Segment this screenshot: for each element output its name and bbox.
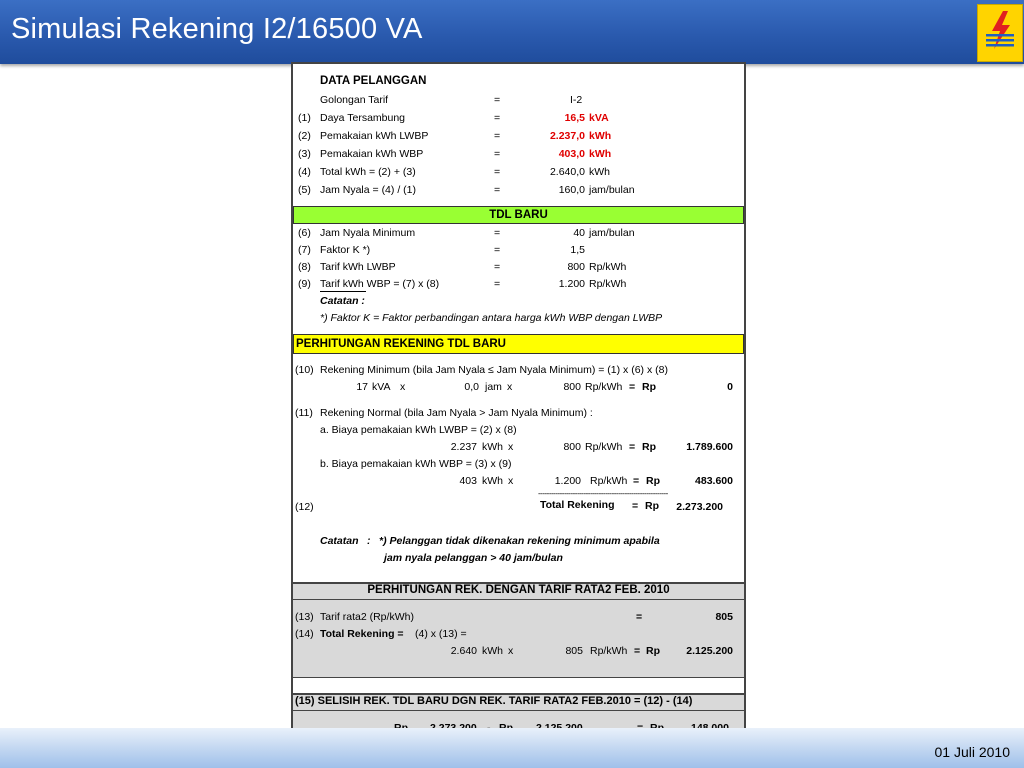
r12-rp: Rp <box>645 500 659 512</box>
row-eq: = <box>494 227 501 239</box>
row-value: 1,5 <box>570 244 585 256</box>
r11-a-qty: 2.237 <box>450 441 477 453</box>
r14-label-rest: (4) x (13) = <box>415 628 467 640</box>
r11-b-eq: = <box>633 475 640 487</box>
perhitungan-catatan-label: Catatan <box>320 535 359 547</box>
rata2-band <box>293 582 744 600</box>
row-num: (2) <box>298 130 311 142</box>
golongan-label: Golongan Tarif <box>320 94 389 106</box>
row-label: Tarif kWh WBP = (7) x (8) <box>320 278 440 290</box>
r10-c: 800 <box>563 381 581 393</box>
r11-a-rp: Rp <box>642 441 656 453</box>
row-eq: = <box>494 278 501 290</box>
row-label: Pemakaian kWh LWBP <box>320 130 429 142</box>
tdl-baru-band <box>293 206 744 224</box>
r10-x2: x <box>507 381 513 393</box>
pln-lightning-logo-icon <box>977 4 1023 62</box>
r12-num: (12) <box>295 501 314 513</box>
r11-a-label: a. Biaya pemakaian kWh LWBP = (2) x (8) <box>320 424 517 436</box>
row-num: (3) <box>298 148 311 160</box>
r11-a-result: 1.789.600 <box>686 441 733 453</box>
r11-b-unit: kWh <box>482 475 503 487</box>
r14-price: 805 <box>565 645 583 657</box>
r11-a-price: 800 <box>563 441 581 453</box>
row-value: 1.200 <box>558 278 585 290</box>
r11-a-eq: = <box>629 441 636 453</box>
r14-num: (14) <box>295 628 314 640</box>
r11-b-price-unit: Rp/kWh <box>590 475 628 487</box>
r14-label-bold: Total Rekening = <box>320 628 404 640</box>
slide-header <box>0 0 1024 64</box>
row-num: (6) <box>298 227 311 239</box>
r13-result: 805 <box>715 611 733 623</box>
r10-a: 17 <box>356 381 368 393</box>
slide-footer <box>0 728 1024 768</box>
r11-b-result: 483.600 <box>695 475 733 487</box>
r12-result: 2.273.200 <box>676 501 723 513</box>
row-unit: jam/bulan <box>589 227 635 239</box>
row-num: (4) <box>298 166 311 178</box>
perhitungan-title: PERHITUNGAN REKENING TDL BARU <box>296 338 506 350</box>
wbp-unit: kWh <box>589 148 612 160</box>
jam-nyala-value: 160,0 <box>558 184 585 196</box>
row-value: 800 <box>567 261 585 273</box>
r11-b-x: x <box>508 475 514 487</box>
row-unit: Rp/kWh <box>589 261 627 273</box>
r10-rp: Rp <box>642 381 656 393</box>
r13-label: Tarif rata2 (Rp/kWh) <box>320 611 414 623</box>
r14-x: x <box>508 645 514 657</box>
row-eq: = <box>494 261 501 273</box>
r10-result: 0 <box>727 381 733 393</box>
row-label: Pemakaian kWh WBP <box>320 148 424 160</box>
r10-x1: x <box>400 381 406 393</box>
r10-label: Rekening Minimum (bila Jam Nyala ≤ Jam Nyala Minimum) = (1) x (6) x (8) <box>320 364 668 376</box>
row-label: Daya Tersambung <box>320 112 406 124</box>
row-eq: = <box>494 130 501 142</box>
row-num: (7) <box>298 244 311 256</box>
r10-b-unit: jam <box>485 381 502 393</box>
rekening-sheet <box>291 62 746 762</box>
row-label: Faktor K *) <box>320 244 371 256</box>
row-label: Total kWh = (2) + (3) <box>320 166 416 178</box>
r13-num: (13) <box>295 611 314 623</box>
golongan-eq: = <box>494 94 501 106</box>
row-label: Jam Nyala Minimum <box>320 227 416 239</box>
row-value: 40 <box>573 227 585 239</box>
r14-unit: kWh <box>482 645 503 657</box>
row-label: Tarif kWh LWBP <box>320 261 396 273</box>
total-kwh-unit: kWh <box>589 166 610 178</box>
rata2-title: PERHITUNGAN REK. DENGAN TARIF RATA2 FEB. 2010 <box>367 584 670 596</box>
perhitungan-catatan-colon: : <box>367 535 371 547</box>
r11-a-unit: kWh <box>482 441 503 453</box>
tdl-catatan-title: Catatan : <box>320 295 365 307</box>
r11-b-price: 1.200 <box>554 475 581 487</box>
r11-a-x: x <box>508 441 514 453</box>
r10-b: 0,0 <box>464 381 479 393</box>
row-eq: = <box>494 166 501 178</box>
r10-c-unit: Rp/kWh <box>585 381 623 393</box>
r14-result: 2.125.200 <box>686 645 733 657</box>
r10-eq: = <box>629 381 636 393</box>
r10-num: (10) <box>295 364 314 376</box>
footer-date: 01 Juli 2010 <box>934 744 1010 760</box>
perhitungan-catatan-line2: jam nyala pelanggan > 40 jam/bulan <box>384 552 563 564</box>
r11-num: (11) <box>295 407 313 419</box>
total-kwh-value: 2.640,0 <box>549 166 585 178</box>
golongan-value: I-2 <box>570 94 583 106</box>
r14-rp: Rp <box>646 645 660 657</box>
row-eq: = <box>494 148 501 160</box>
wbp-value: 403,0 <box>558 148 585 160</box>
row-num: (1) <box>298 112 311 124</box>
r14-qty: 2.640 <box>450 645 477 657</box>
r10-a-unit: kVA <box>372 381 391 393</box>
slide-title: Simulasi Rekening I2/16500 VA <box>11 13 423 45</box>
row-num: (5) <box>298 184 311 196</box>
perhitungan-catatan-line1: *) Pelanggan tidak dikenakan rekening minimum apabila <box>379 535 660 547</box>
lwbp-unit: kWh <box>589 130 612 142</box>
r11-b-qty: 403 <box>459 475 477 487</box>
row-eq: = <box>494 244 501 256</box>
row-eq: = <box>494 184 501 196</box>
r11-a-price-unit: Rp/kWh <box>585 441 623 453</box>
r12-eq: = <box>632 500 639 512</box>
r11-b-label: b. Biaya pemakaian kWh WBP = (3) x (9) <box>320 458 512 470</box>
r11-label: Rekening Normal (bila Jam Nyala > Jam Nyala Minimum) : <box>320 407 593 419</box>
r13-eq: = <box>636 611 643 623</box>
jam-nyala-unit: jam/bulan <box>589 184 635 196</box>
selisih-band <box>293 693 744 711</box>
selisih-title: (15) SELISIH REK. TDL BARU DGN REK. TARIF RATA2 FEB.2010 = (12) - (14) <box>295 695 693 707</box>
row-num: (9) <box>298 278 311 290</box>
data-pelanggan-title: DATA PELANGGAN <box>320 75 427 87</box>
lwbp-value: 2.237,0 <box>549 130 585 142</box>
r12-label: Total Rekening <box>540 499 615 511</box>
r14-eq: = <box>634 645 641 657</box>
underline-divider <box>320 291 366 292</box>
r11-b-rp: Rp <box>646 475 660 487</box>
row-unit: Rp/kWh <box>589 278 627 290</box>
daya-value: 16,5 <box>564 112 585 124</box>
tdl-catatan-text: *) Faktor K = Faktor perbandingan antara harga kWh WBP dengan LWBP <box>320 312 663 324</box>
row-eq: = <box>494 112 501 124</box>
row-num: (8) <box>298 261 311 273</box>
row-label: Jam Nyala = (4) / (1) <box>320 184 416 196</box>
r14-price-unit: Rp/kWh <box>590 645 628 657</box>
sum-dash-line: ------------------------------------------------------------ <box>538 489 668 498</box>
tdl-baru-title: TDL BARU <box>489 209 548 221</box>
perhitungan-band <box>293 334 744 354</box>
daya-unit: kVA <box>589 112 609 124</box>
